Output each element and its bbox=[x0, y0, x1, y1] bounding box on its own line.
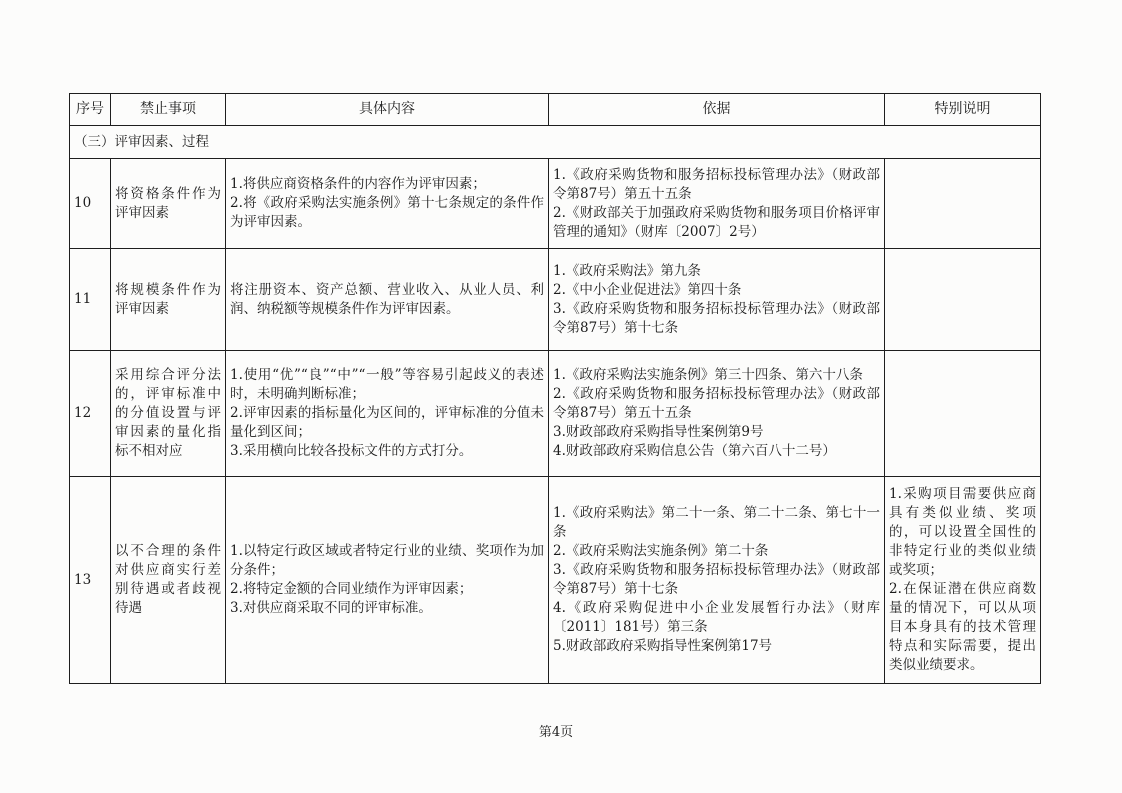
cell-item: 将资格条件作为评审因素 bbox=[111, 159, 226, 249]
cell-content bbox=[226, 351, 549, 477]
content-line: 3.采用横向比较各投标文件的方式打分。 bbox=[230, 443, 473, 459]
basis-line: 2.《财政部关于加强政府采购货物和服务项目价格评审管理的通知》（财库〔2007〕2号） bbox=[553, 204, 880, 240]
basis-line: 2.《中小企业促进法》第四十条 bbox=[553, 281, 742, 298]
content-line: 1.使用“优”“良”“中”“一般”等容易引起歧义的表述时，未明确判断标准； bbox=[230, 367, 544, 402]
section-title: （三）评审因素、过程 bbox=[70, 126, 1041, 159]
basis-line: 5.财政部政府采购指导性案例第17号 bbox=[553, 638, 773, 654]
content-line: 2.评审因素的指标量化为区间的，评审标准的分值未量化到区间； bbox=[230, 405, 544, 440]
basis-line: 2.《政府采购货物和服务招标投标管理办法》（财政部令第87号）第五十五条 bbox=[553, 386, 880, 421]
header-no: 序号 bbox=[70, 94, 111, 126]
prohibited-items-table bbox=[69, 93, 1041, 684]
cell-note bbox=[885, 159, 1041, 249]
cell-basis bbox=[549, 249, 885, 351]
cell-note bbox=[885, 249, 1041, 351]
basis-line: 3.《政府采购货物和服务招标投标管理办法》（财政部令第87号）第十七条 bbox=[553, 562, 880, 597]
cell-no: 11 bbox=[70, 249, 111, 351]
content-line: 1.将供应商资格条件的内容作为评审因素； bbox=[230, 176, 486, 192]
cell-content bbox=[226, 477, 549, 684]
table-row-12 bbox=[70, 351, 1041, 477]
table-header-row bbox=[70, 94, 1041, 126]
cell-no: 12 bbox=[70, 351, 111, 477]
basis-line: 4.《政府采购促进中小企业发展暂行办法》（财库〔2011〕181号）第三条 bbox=[553, 600, 880, 635]
section-row bbox=[70, 126, 1041, 159]
basis-line: 4.财政部政府采购信息公告（第六百八十二号） bbox=[553, 443, 836, 459]
header-item: 禁止事项 bbox=[111, 94, 226, 126]
page-number: 第4页 bbox=[538, 725, 574, 740]
cell-basis bbox=[549, 351, 885, 477]
basis-line: 3.《政府采购货物和服务招标投标管理办法》（财政部令第87号）第十七条 bbox=[553, 300, 880, 336]
content-line: 1.以特定行政区域或者特定行业的业绩、奖项作为加分条件； bbox=[230, 543, 544, 578]
content-line: 3.对供应商采取不同的评审标准。 bbox=[230, 600, 432, 616]
note-line: 2.在保证潜在供应商数量的情况下，可以从项目本身具有的技术管理特点和实际需要，提出类似业绩要求。 bbox=[889, 581, 1036, 673]
cell-basis bbox=[549, 477, 885, 684]
content-line: 将注册资本、资产总额、营业收入、从业人员、利润、纳税额等规模条件作为评审因素。 bbox=[230, 281, 544, 317]
table-row-10 bbox=[70, 159, 1041, 249]
basis-line: 3.财政部政府采购指导性案例第9号 bbox=[553, 424, 764, 440]
cell-item: 将规模条件作为评审因素 bbox=[111, 249, 226, 351]
cell-no: 10 bbox=[70, 159, 111, 249]
header-basis: 依据 bbox=[549, 94, 885, 126]
header-note: 特别说明 bbox=[885, 94, 1041, 126]
cell-basis bbox=[549, 159, 885, 249]
cell-note bbox=[885, 351, 1041, 477]
cell-item: 采用综合评分法的，评审标准中的分值设置与评审因素的量化指标不相对应 bbox=[111, 351, 226, 477]
basis-line: 2.《政府采购法实施条例》第二十条 bbox=[553, 543, 769, 559]
note-line: 1.采购项目需要供应商具有类似业绩、奖项的，可以设置全国性的非特定行业的类似业绩或奖项； bbox=[889, 486, 1036, 578]
cell-note bbox=[885, 477, 1041, 684]
basis-line: 1.《政府采购法》第二十一条、第二十二条、第七十一条 bbox=[553, 505, 880, 540]
basis-line: 1.《政府采购货物和服务招标投标管理办法》（财政部令第87号）第五十五条 bbox=[553, 166, 880, 202]
cell-content bbox=[226, 159, 549, 249]
content-line: 2.将《政府采购法实施条例》第十七条规定的条件作为评审因素。 bbox=[230, 195, 544, 230]
cell-item: 以不合理的条件对供应商实行差别待遇或者歧视待遇 bbox=[111, 477, 226, 684]
cell-content bbox=[226, 249, 549, 351]
header-content: 具体内容 bbox=[226, 94, 549, 126]
table-row-11 bbox=[70, 249, 1041, 351]
cell-no: 13 bbox=[70, 477, 111, 684]
basis-line: 1.《政府采购法实施条例》第三十四条、第六十八条 bbox=[553, 367, 863, 383]
content-line: 2.将特定金额的合同业绩作为评审因素； bbox=[230, 581, 473, 597]
basis-line: 1.《政府采购法》第九条 bbox=[553, 262, 701, 279]
table-row-13 bbox=[70, 477, 1041, 684]
